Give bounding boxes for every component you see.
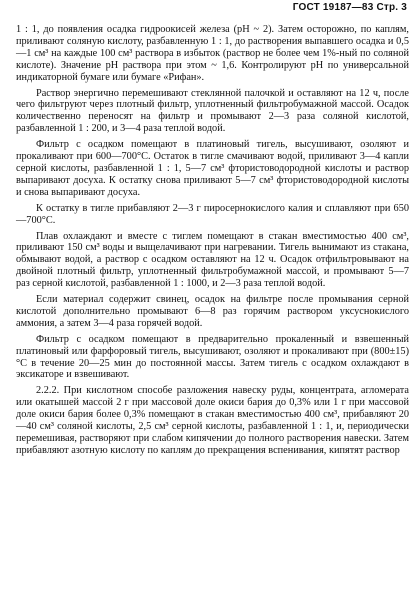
paragraph: Фильтр с осадком помещают в платиновый тигель, высушивают, озоляют и прокаливают при 600—700°С. Остаток в тигле смачивают водой, приливают 3—4 капли серной кислоты, разбавленной 1 : 1, 5—7 см³ фтористоводородной кислоты и раствор выпаривают досуха. К остатку снова приливают 5—7 см³ фтористоводородной кислоты и снова выпаривают досуха.	[16, 139, 409, 198]
paragraph: Если материал содержит свинец, осадок на фильтре после промывания серной кислотой дополнительно промывают 6—8 раз горячим раствором уксуснокислого аммония, а затем 3—4 раза горячей водой.	[16, 294, 409, 329]
standard-number: ГОСТ 19187—83	[292, 2, 374, 13]
paragraph: 1 : 1, до появления осадка гидроокисей железа (рН ~ 2). Затем осторожно, по каплям, приливают соляную кислоту, разбавленную 1 : 1, до растворения выпавшего осадка и 0,5—1 см³ на каждые 100 см³ раствора в избыток (раствор не более чем 1%-ный по соляной кислоте). Значение рН раствора при этом ~ 1,6. Контролируют рН по универсальной индикаторной бумаге или бумаге «Рифан».	[16, 24, 409, 83]
paragraph: Раствор энергично перемешивают стеклянной палочкой и оставляют на 12 ч, после чего фильтруют через плотный фильтр, уплотненный фильтробумажной массой. Осадок количественно переносят на фильтр и промывают 2—3 раза соляной кислотой, разбавленной 1 : 200, и 3—4 раза теплой водой.	[16, 87, 409, 135]
body-text	[16, 24, 409, 461]
paragraph: К остатку в тигле прибавляют 2—3 г пиросернокислого калия и сплавляют при 650—700°С.	[16, 202, 409, 226]
paragraph: Фильтр с осадком помещают в предварительно прокаленный и взвешенный платиновый или фарфоровый тигель, высушивают, озоляют и прокаливают при (800±15) °С в течение 20—25 мин до постоянной массы. Затем тигель с осадком охлаждают в эксикаторе и взвешивают.	[16, 333, 409, 381]
page-number: Стр. 3	[376, 2, 407, 13]
page-header	[293, 2, 407, 13]
paragraph: 2.2.2. При кислотном способе разложения навеску руды, концентрата, агломерата или окатышей массой 2 г при массовой доле окиси бария до 0,3% или 1 г при массовой доле окиси бария более 0,3% помещают в стакан вместимостью 400 см³, прибавляют 20—40 см³ соляной кислоты, 2,5 см³ серной кислоты, разбавленной 1 : 1, и, периодически перемешивая, растворяют при слабом кипячении до полного растворения навески. Затем прибавляют азотную кислоту по каплям до прекращения вспенивания, кипятят раствор	[16, 385, 409, 456]
paragraph: Плав охлаждают и вместе с тиглем помещают в стакан вместимостью 400 см³, приливают 150 см³ воды и выщелачивают при нагревании. Тигель вынимают из стакана, обмывают водой, а раствор с осадком оставляют на 12 ч. Осадок отфильтровывают на двойной плотный фильтр, уплотненный фильтробумажной массой, и промывают 5—7 раз серной кислотой, разбавленной 1 : 1000, и 2—3 раза теплой водой.	[16, 230, 409, 290]
